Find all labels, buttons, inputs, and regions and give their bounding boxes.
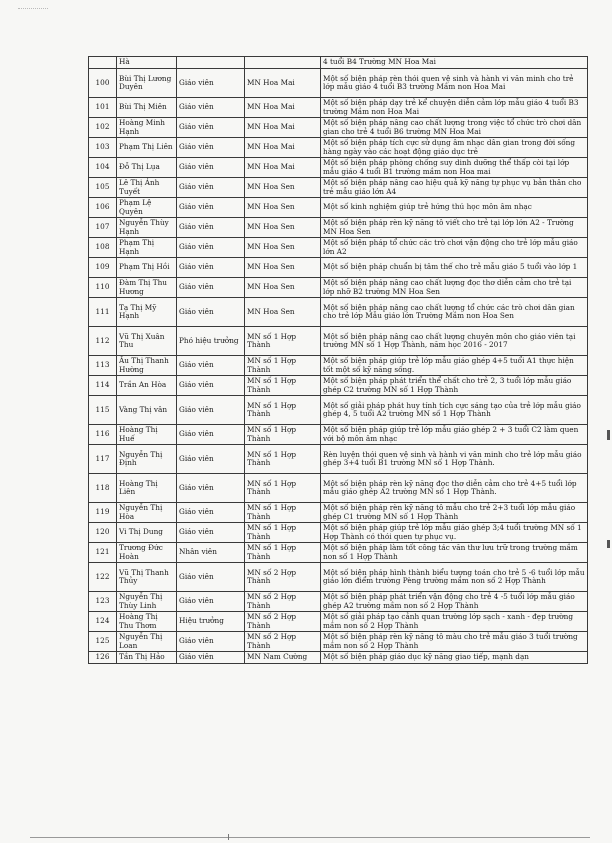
cell-role: Giáo viên [177, 278, 245, 298]
cell-role: Giáo viên [177, 69, 245, 98]
cell-name: Tần Thị Hảo [117, 652, 177, 664]
initiative-list-table [88, 56, 588, 664]
table-row [89, 396, 588, 425]
table-row [89, 425, 588, 445]
table-row [89, 258, 588, 278]
cell-title: 4 tuổi B4 Trường MN Hoa Mai [321, 57, 588, 69]
cell-name: Nguyễn Thùy Hạnh [117, 218, 177, 238]
cell-name: Vũ Thị Thanh Thủy [117, 563, 177, 592]
cell-unit: MN Hoa Sen [245, 278, 321, 298]
cell-unit: MN Hoa Mai [245, 98, 321, 118]
cell-unit [245, 57, 321, 69]
cell-unit: MN Hoa Sen [245, 178, 321, 198]
cell-title: Một số biện pháp làm tốt công tác văn thư lưu trữ trong trường mầm non số 1 Hợp Thành [321, 543, 588, 563]
cell-no: 119 [89, 503, 117, 523]
cell-role: Giáo viên [177, 178, 245, 198]
cell-unit: MN Hoa Mai [245, 158, 321, 178]
cell-no: 111 [89, 298, 117, 327]
cell-no: 100 [89, 69, 117, 98]
cell-title: Một số biện pháp nâng cao chất lượng chuyên môn cho giáo viên tại trường MN số 1 Hợp Thành, năm học 2016 - 2017 [321, 327, 588, 356]
table-row [89, 632, 588, 652]
cell-title: Một số biện pháp nâng cao chất lượng đọc thơ diễn cảm cho trẻ tại lớp nhỡ B2 trường MN Hoa Sen [321, 278, 588, 298]
cell-name: Nguyễn Thị Thùy Linh [117, 592, 177, 612]
cell-no: 108 [89, 238, 117, 258]
cell-name: Trương Đức Hoàn [117, 543, 177, 563]
cell-name: Đỗ Thị Lụa [117, 158, 177, 178]
cell-role: Giáo viên [177, 376, 245, 396]
page-footer-tick [228, 834, 229, 840]
cell-unit: MN Hoa Mai [245, 69, 321, 98]
cell-title: Một số biện pháp tổ chức các trò chơi vận động cho trẻ lớp mẫu giáo lớn A2 [321, 238, 588, 258]
table-row [89, 158, 588, 178]
cell-title: Một số biện pháp giúp trẻ lớp mẫu giáo ghép 2 + 3 tuổi C2 làm quen với bộ môn âm nhạc [321, 425, 588, 445]
cell-role: Giáo viên [177, 258, 245, 278]
table-row [89, 376, 588, 396]
cell-name: Lê Thị Ánh Tuyết [117, 178, 177, 198]
cell-no: 107 [89, 218, 117, 238]
cell-role: Giáo viên [177, 632, 245, 652]
cell-role: Giáo viên [177, 503, 245, 523]
cell-unit: MN số 1 Hợp Thành [245, 543, 321, 563]
cell-name: Phạm Thị Liên [117, 138, 177, 158]
cell-name: Nguyễn Thị Loan [117, 632, 177, 652]
scan-edge-mark [607, 430, 610, 440]
cell-no: 104 [89, 158, 117, 178]
cell-unit: MN số 1 Hợp Thành [245, 503, 321, 523]
cell-name: Hoàng Thị Huế [117, 425, 177, 445]
cell-role: Giáo viên [177, 356, 245, 376]
cell-unit: MN Hoa Sen [245, 198, 321, 218]
cell-role: Giáo viên [177, 425, 245, 445]
cell-no: 123 [89, 592, 117, 612]
cell-name: Phạm Lệ Quyên [117, 198, 177, 218]
cell-no: 122 [89, 563, 117, 592]
cell-role: Giáo viên [177, 238, 245, 258]
cell-unit: MN số 1 Hợp Thành [245, 445, 321, 474]
cell-title: Một số giải pháp tạo cảnh quan trường lớp sạch - xanh - đẹp trường mầm non số 2 Hợp Thành [321, 612, 588, 632]
cell-title: Một số biện pháp rèn thói quen vệ sinh và hành vi văn minh cho trẻ lớp mẫu giáo 4 tuổi B3 trường Mầm non Hoa Mai [321, 69, 588, 98]
cell-title: Một số biện pháp nâng cao chất lượng tổ chức các trò chơi dân gian cho trẻ lớp Mẫu giáo lớn Trường Mầm non Hoa Sen [321, 298, 588, 327]
cell-unit: MN Hoa Sen [245, 218, 321, 238]
cell-name: Phạm Thị Hồi [117, 258, 177, 278]
cell-name: Trần An Hòa [117, 376, 177, 396]
cell-title: Một số biện pháp tích cực sử dụng âm nhạc dân gian trong đời sống hàng ngày vào các hoạt động giáo dục trẻ [321, 138, 588, 158]
cell-title: Một số biện pháp phòng chống suy dinh dưỡng thể thấp còi tại lớp mẫu giáo 4 tuổi B1 trường mầm non Hoa mai [321, 158, 588, 178]
cell-role: Giáo viên [177, 118, 245, 138]
cell-unit: MN số 2 Hợp Thành [245, 632, 321, 652]
cell-unit: MN số 1 Hợp Thành [245, 327, 321, 356]
cell-name: Nguyễn Thị Định [117, 445, 177, 474]
cell-role: Giáo viên [177, 158, 245, 178]
cell-name: Bùi Thị Lương Duyên [117, 69, 177, 98]
table-row [89, 474, 588, 503]
cell-title: Một số biện pháp giáo dục kỹ năng giao tiếp, mạnh dạn [321, 652, 588, 664]
cell-unit: MN số 1 Hợp Thành [245, 356, 321, 376]
cell-name: Hoàng Thị Thu Thơm [117, 612, 177, 632]
cell-name: Nguyễn Thị Hòa [117, 503, 177, 523]
cell-unit: MN số 1 Hợp Thành [245, 474, 321, 503]
cell-unit: MN số 1 Hợp Thành [245, 376, 321, 396]
cell-no [89, 57, 117, 69]
scan-edge-mark [607, 540, 610, 548]
table-row [89, 327, 588, 356]
table-row [89, 278, 588, 298]
cell-role: Giáo viên [177, 523, 245, 543]
cell-no: 106 [89, 198, 117, 218]
cell-role: Giáo viên [177, 396, 245, 425]
cell-title: Một số biện pháp phát triển thể chất cho trẻ 2, 3 tuổi lớp mẫu giáo ghép C2 trường MN số 1 Hợp Thành [321, 376, 588, 396]
cell-title: Một số biện pháp rèn kỹ năng đọc thơ diễn cảm cho trẻ 4+5 tuổi lớp mẫu giáo ghép A2 trường MN số 1 Hợp Thành. [321, 474, 588, 503]
cell-title: Một số biện pháp chuẩn bị tâm thế cho trẻ mẫu giáo 5 tuổi vào lớp 1 [321, 258, 588, 278]
table-row [89, 503, 588, 523]
cell-role: Giáo viên [177, 474, 245, 503]
cell-role: Giáo viên [177, 592, 245, 612]
cell-title: Một số biện pháp rèn kỹ năng tô màu cho trẻ mẫu giáo 3 tuổi trường mầm non số 2 Hợp Thành [321, 632, 588, 652]
cell-unit: MN số 1 Hợp Thành [245, 523, 321, 543]
page-footer-line [30, 837, 590, 838]
cell-no: 121 [89, 543, 117, 563]
cell-role: Giáo viên [177, 138, 245, 158]
cell-unit: MN số 1 Hợp Thành [245, 396, 321, 425]
cell-no: 114 [89, 376, 117, 396]
table-row [89, 563, 588, 592]
cell-title: Một số biện pháp dạy trẻ kể chuyện diễn cảm lớp mẫu giáo 4 tuổi B3 trường Mầm non Hoa Mai [321, 98, 588, 118]
cell-unit: MN Hoa Sen [245, 238, 321, 258]
table-row [89, 298, 588, 327]
cell-unit: MN Nam Cường [245, 652, 321, 664]
cell-name: Hoàng Thị Liên [117, 474, 177, 503]
cell-role: Nhân viên [177, 543, 245, 563]
cell-no: 126 [89, 652, 117, 664]
cell-role [177, 57, 245, 69]
cell-name: Bùi Thị Miên [117, 98, 177, 118]
cell-title: Một số biện pháp rèn kỹ năng tô viết cho trẻ tại lớp lớn A2 - Trường MN Hoa Sen [321, 218, 588, 238]
cell-role: Giáo viên [177, 218, 245, 238]
cell-title: Rèn luyện thói quen vệ sinh và hành vi văn minh cho trẻ lớp mẫu giáo ghép 3+4 tuổi B1 trường MN số 1 Hợp Thành. [321, 445, 588, 474]
cell-no: 120 [89, 523, 117, 543]
cell-unit: MN Hoa Mai [245, 118, 321, 138]
cell-unit: MN số 2 Hợp Thành [245, 563, 321, 592]
cell-no: 109 [89, 258, 117, 278]
cell-title: Một số biện pháp nâng cao chất lượng trong việc tổ chức trò chơi dân gian cho trẻ 4 tuổi B6 trường MN Hoa Mai [321, 118, 588, 138]
table-row [89, 118, 588, 138]
cell-no: 113 [89, 356, 117, 376]
cell-unit: MN Hoa Mai [245, 138, 321, 158]
cell-no: 110 [89, 278, 117, 298]
cell-name: Vàng Thị vân [117, 396, 177, 425]
table-row [89, 523, 588, 543]
cell-name: Phạm Thị Hạnh [117, 238, 177, 258]
table-row [89, 238, 588, 258]
cell-role: Giáo viên [177, 198, 245, 218]
cell-no: 117 [89, 445, 117, 474]
cell-no: 118 [89, 474, 117, 503]
cell-no: 125 [89, 632, 117, 652]
cell-unit: MN số 2 Hợp Thành [245, 592, 321, 612]
table-row [89, 612, 588, 632]
table-row [89, 198, 588, 218]
cell-unit: MN Hoa Sen [245, 258, 321, 278]
cell-title: Một số kinh nghiệm giúp trẻ hứng thú học môn âm nhạc [321, 198, 588, 218]
cell-no: 124 [89, 612, 117, 632]
cell-title: Một số biện pháp giúp trẻ lớp mẫu giáo ghép 4+5 tuổi A1 thực hiện tốt một số kỹ năng sống. [321, 356, 588, 376]
cell-role: Giáo viên [177, 298, 245, 327]
cell-role: Giáo viên [177, 98, 245, 118]
cell-no: 101 [89, 98, 117, 118]
cell-title: Một số biện pháp rèn kỹ năng tô mẫu cho trẻ 2+3 tuổi lớp mẫu giáo ghép C1 trường MN số 1 Hợp Thành [321, 503, 588, 523]
cell-title: Một số biện pháp nâng cao hiệu quả kỹ năng tự phục vụ bản thân cho trẻ mẫu giáo lớn A4 [321, 178, 588, 198]
table-body [89, 57, 588, 664]
table-row [89, 138, 588, 158]
cell-name: Hà [117, 57, 177, 69]
table-row [89, 178, 588, 198]
cell-title: Một số biện pháp hình thành biểu tượng toán cho trẻ 5 -6 tuổi lớp mẫu giáo lớn điểm trường Pèng trường mầm non số 2 Hợp Thành [321, 563, 588, 592]
cell-unit: MN Hoa Sen [245, 298, 321, 327]
cell-no: 105 [89, 178, 117, 198]
cell-role: Phó hiệu trưởng [177, 327, 245, 356]
cell-role: Giáo viên [177, 563, 245, 592]
cell-no: 115 [89, 396, 117, 425]
cell-name: Đàm Thị Thu Hương [117, 278, 177, 298]
cell-role: Giáo viên [177, 445, 245, 474]
table-row [89, 652, 588, 664]
cell-no: 116 [89, 425, 117, 445]
cell-name: Tạ Thị Mỹ Hạnh [117, 298, 177, 327]
cell-no: 103 [89, 138, 117, 158]
cell-title: Một số giải pháp phát huy tính tích cực sáng tạo của trẻ lớp mẫu giáo ghép 4, 5 tuổi A2 trường MN số 1 Hợp Thành [321, 396, 588, 425]
table-row [89, 218, 588, 238]
cell-unit: MN số 1 Hợp Thành [245, 425, 321, 445]
table-row [89, 356, 588, 376]
table-row [89, 592, 588, 612]
cell-name: Vũ Thị Xuân Thu [117, 327, 177, 356]
cell-role: Hiệu trưởng [177, 612, 245, 632]
table-row [89, 543, 588, 563]
scan-artifact [18, 8, 48, 23]
table-row [89, 445, 588, 474]
cell-name: Âu Thị Thanh Hường [117, 356, 177, 376]
cell-title: Một số biện pháp phát triển vận động cho trẻ 4 -5 tuổi lớp mẫu giáo ghép A2 trường mầm non số 2 Hợp Thành [321, 592, 588, 612]
cell-no: 112 [89, 327, 117, 356]
cell-name: Hoàng Minh Hạnh [117, 118, 177, 138]
cell-role: Giáo viên [177, 652, 245, 664]
table-row [89, 98, 588, 118]
cell-no: 102 [89, 118, 117, 138]
table-row [89, 57, 588, 69]
cell-title: Một số biện pháp giúp trẻ lớp mẫu giáo ghép 3;4 tuổi trường MN số 1 Hợp Thành có thói quen tự phục vụ. [321, 523, 588, 543]
table-row [89, 69, 588, 98]
cell-unit: MN số 2 Hợp Thành [245, 612, 321, 632]
cell-name: Vi Thị Dung [117, 523, 177, 543]
